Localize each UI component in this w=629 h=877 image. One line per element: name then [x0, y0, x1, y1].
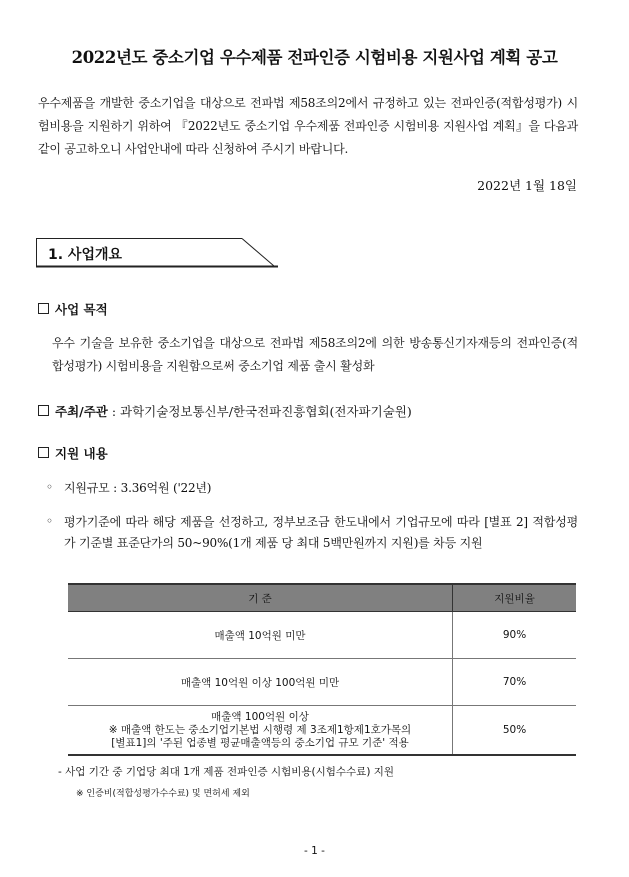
criteria-note-line: [별표1]의 '주된 업종별 평균매출액등의 중소기업 규모 기준' 적용: [111, 736, 409, 749]
square-bullet-icon: [38, 303, 49, 314]
table-cell-rate: 50%: [453, 706, 577, 756]
criteria-line: 매출액 100억원 이상: [211, 710, 309, 723]
table-cell-criteria: [68, 706, 453, 756]
footnote-note: ※ 인증비(적합성평가수수료) 및 면허세 제외: [76, 789, 250, 799]
intro-paragraph: 우수제품을 개발한 중소기업을 대상으로 전파법 제58조의2에서 규정하고 있는 전파인증(적합성평가) 시험비용을 지원하기 위하여 『2022년도 중소기업 우수제품 전파인증 시험비용 지원사업 계획』을 다음과 같이 공고하오니 사업안내에 따라 신청하여 주시기 바랍니다.: [38, 96, 578, 156]
support-method: 평가기준에 따라 해당 제품을 선정하고, 정부보조금 한도내에서 기업규모에 따라 [별표 2] 적합성평가 기준별 표준단가의 50~90%(1개 제품 당 최대 5백만원까지 지원)를 차등 지원: [64, 515, 578, 550]
table-cell-criteria: 매출액 10억원 미만: [68, 612, 453, 659]
purpose-heading: 사업 목적: [38, 300, 108, 318]
table-cell-criteria: 매출액 10억원 이상 100억원 미만: [68, 659, 453, 706]
page-title: 2022년도 중소기업 우수제품 전파인증 시험비용 지원사업 계획 공고: [71, 48, 558, 67]
table-row: [68, 612, 576, 659]
circle-bullet-icon: ◦: [46, 480, 54, 494]
host-heading: 주최/주관 : 과학기술정보통신부/한국전파진흥협회(전자파기술원): [38, 402, 412, 420]
table-cell-rate: 70%: [453, 659, 577, 706]
table-cell-rate: 90%: [453, 612, 577, 659]
criteria-note-line: ※ 매출액 한도는 중소기업기본법 시행령 제 3조제1항제1호가목의: [108, 723, 412, 736]
support-rate-table: [68, 583, 576, 756]
circle-bullet-icon: ◦: [46, 514, 54, 528]
table-header-rate: 지원비율: [453, 584, 577, 612]
section-header: [36, 238, 278, 268]
support-scale: 지원규모 : 3.36억원 ('22년): [64, 481, 212, 495]
page-number: - 1 -: [304, 845, 325, 857]
square-bullet-icon: [38, 447, 49, 458]
footnote-item: - 사업 기간 중 기업당 최대 1개 제품 전파인증 시험비용(시험수수료) 지원: [58, 766, 395, 778]
table-header-criteria: 기 준: [68, 584, 453, 612]
support-heading: 지원 내용: [38, 444, 108, 462]
square-bullet-icon: [38, 405, 49, 416]
announcement-date: 2022년 1월 18일: [477, 178, 577, 193]
table-header-row: [68, 584, 576, 612]
section-title: 1. 사업개요: [48, 247, 123, 263]
purpose-text: 우수 기술을 보유한 중소기업을 대상으로 전파법 제58조의2에 의한 방송통신기자재등의 전파인증(적합성평가) 시험비용을 지원함으로써 중소기업 제품 출시 활성화: [52, 336, 578, 373]
table-row: [68, 706, 576, 756]
table-row: [68, 659, 576, 706]
